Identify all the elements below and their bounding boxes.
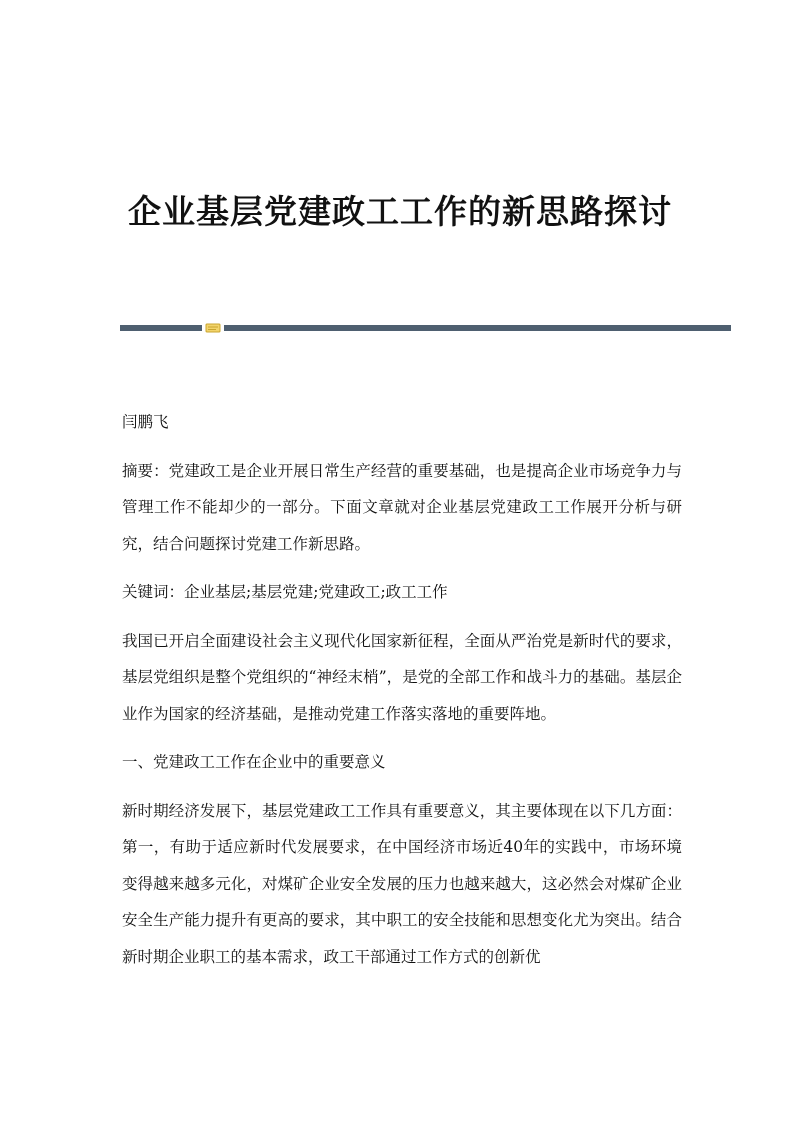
title-rule-left (120, 325, 202, 331)
pencil-icon (205, 322, 221, 334)
abstract-paragraph: 摘要：党建政工是企业开展日常生产经营的重要基础，也是提高企业市场竞争力与管理工作不能却少的一部分。下面文章就对企业基层党建政工工作展开分析与研究，结合问题探讨党建工作新思路。 (122, 461, 682, 553)
section-heading-1: 一、党建政工工作在企业中的重要意义 (122, 753, 386, 771)
body-paragraph-1: 我国已开启全面建设社会主义现代化国家新征程，全面从严治党是新时代的要求，基层党组织是整个党组织的“神经末梢”，是党的全部工作和战斗力的基础。基层企业作为国家的经济基础，是推动党建工作落实落地的重要阵地。 (122, 631, 682, 723)
title-rule-right (224, 325, 731, 331)
document-body (122, 404, 682, 987)
document-title: 企业基层党建政工工作的新思路探讨 (128, 192, 672, 231)
body-paragraph-2: 新时期经济发展下，基层党建政工工作具有重要意义，其主要体现在以下几方面：第一，有助于适应新时代发展要求，在中国经济市场近40年的实践中，市场环境变得越来越多元化，对煤矿企业安全发展的压力也越来越大，这必然会对煤矿企业安全生产能力提升有更高的要求，其中职工的安全技能和思想变化尤为突出。结合新时期企业职工的基本需求，政工干部通过工作方式的创新优 (122, 801, 682, 966)
author-name: 闫鹏飞 (122, 413, 169, 431)
keywords-line: 关键词：企业基层;基层党建;党建政工;政工工作 (122, 583, 448, 601)
